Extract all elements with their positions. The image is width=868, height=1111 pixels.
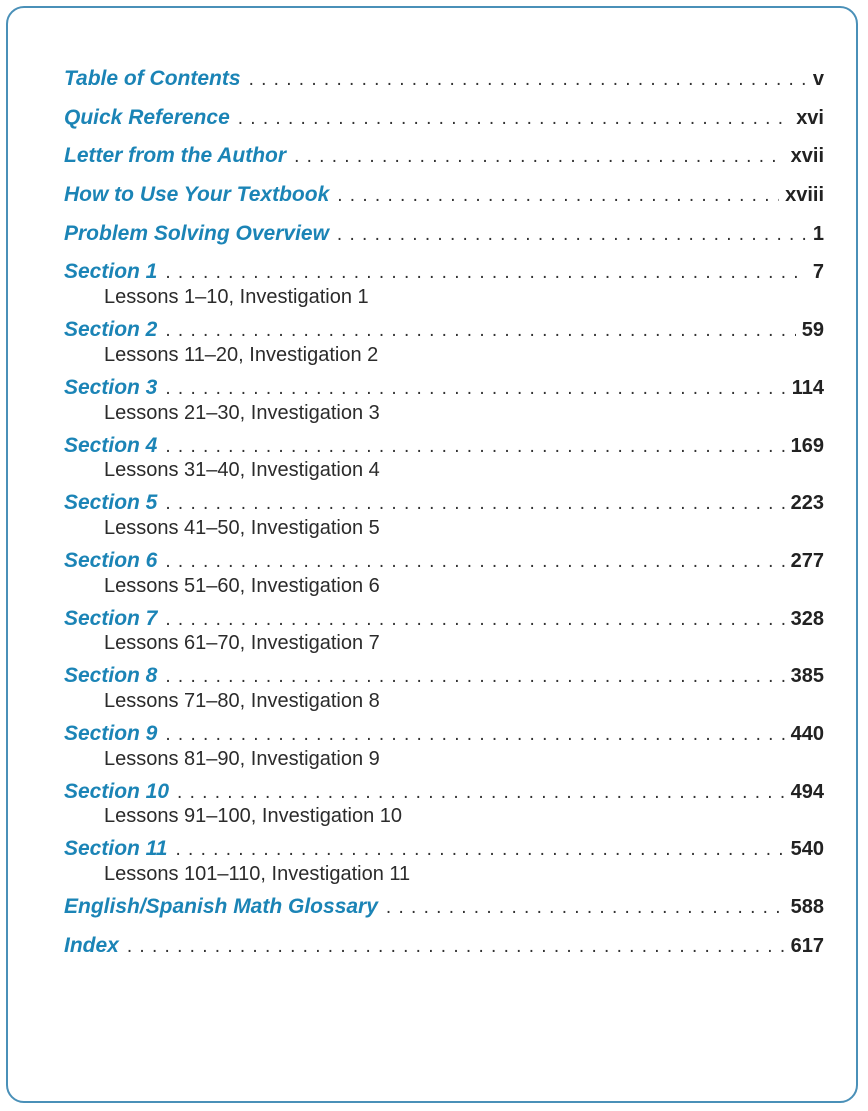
dot-leader (238, 104, 790, 134)
toc-entry-page: 540 (790, 838, 824, 861)
toc-entry-problem-solving[interactable] (64, 219, 824, 258)
table-of-contents (64, 64, 824, 969)
toc-entry-subtitle: Lessons 81–90, Investigation 9 (104, 747, 380, 770)
toc-entry-quick-reference[interactable] (64, 103, 824, 142)
dot-leader (165, 720, 784, 750)
dot-leader (165, 605, 784, 635)
toc-entry-page: 114 (791, 376, 824, 399)
dot-leader (165, 432, 784, 462)
toc-page-frame (6, 6, 858, 1103)
toc-entry-page: xvi (796, 106, 824, 129)
toc-entry-title[interactable]: Section 3 (64, 375, 158, 399)
toc-entry-table-of-contents[interactable] (64, 64, 824, 103)
toc-entry-title[interactable]: Quick Reference (64, 105, 230, 129)
toc-entry-page: xvii (790, 145, 824, 168)
toc-entry-page: 7 (812, 261, 824, 284)
toc-entry-title[interactable]: Section 4 (64, 433, 158, 457)
toc-entry-title[interactable]: Problem Solving Overview (64, 221, 329, 245)
toc-entry-page: 223 (790, 492, 824, 515)
dot-leader (294, 142, 785, 172)
toc-entry-glossary[interactable] (64, 892, 824, 931)
toc-entry-subtitle: Lessons 101–110, Investigation 11 (104, 863, 411, 885)
dot-leader (386, 893, 785, 923)
toc-entry-section-1[interactable] (64, 257, 824, 315)
toc-entry-subtitle: Lessons 51–60, Investigation 6 (104, 574, 380, 597)
toc-entry-title[interactable]: Section 1 (64, 260, 158, 284)
dot-leader (165, 662, 784, 692)
toc-entry-section-9[interactable] (64, 719, 824, 777)
toc-entry-subtitle: Lessons 61–70, Investigation 7 (104, 632, 380, 655)
toc-entry-section-10[interactable] (64, 777, 824, 835)
toc-entry-how-to-use[interactable] (64, 180, 824, 219)
toc-entry-subtitle: Lessons 91–100, Investigation 10 (104, 805, 402, 828)
toc-entry-title[interactable]: Section 11 (64, 837, 168, 861)
toc-entry-title[interactable]: Letter from the Author (64, 144, 287, 168)
toc-entry-page: 277 (790, 549, 824, 572)
toc-entry-title[interactable]: Table of Contents (64, 67, 241, 90)
toc-entry-section-8[interactable] (64, 661, 824, 719)
toc-entry-section-3[interactable] (64, 373, 824, 431)
toc-entry-title[interactable]: Section 7 (64, 606, 158, 630)
toc-entry-subtitle: Lessons 41–50, Investigation 5 (104, 516, 380, 539)
toc-entry-title[interactable]: Section 10 (64, 779, 170, 803)
toc-entry-title[interactable]: Section 6 (64, 548, 158, 572)
toc-entry-title[interactable]: Section 5 (64, 491, 158, 515)
toc-entry-title[interactable]: English/Spanish Math Glossary (64, 895, 378, 918)
toc-entry-title[interactable]: Section 8 (64, 664, 158, 688)
dot-leader (177, 778, 785, 808)
dot-leader (165, 316, 795, 346)
toc-entry-title[interactable]: Section 9 (64, 721, 158, 745)
toc-entry-subtitle: Lessons 11–20, Investigation 2 (104, 343, 379, 366)
toc-entry-page: 385 (790, 665, 824, 688)
dot-leader (337, 220, 807, 250)
dot-leader (337, 181, 779, 211)
toc-entry-page: 588 (790, 896, 824, 918)
dot-leader (165, 489, 784, 519)
toc-entry-index[interactable] (64, 931, 824, 970)
dot-leader (175, 835, 784, 865)
dot-leader (249, 65, 807, 95)
dot-leader (165, 547, 784, 577)
toc-entry-page: 59 (801, 319, 824, 342)
toc-entry-subtitle: Lessons 71–80, Investigation 8 (104, 689, 380, 712)
toc-entry-letter-from-author[interactable] (64, 141, 824, 180)
toc-entry-page: 169 (790, 434, 824, 457)
toc-entry-title[interactable]: Index (64, 933, 119, 957)
toc-entry-subtitle: Lessons 21–30, Investigation 3 (104, 401, 380, 424)
toc-entry-page: 1 (812, 222, 824, 245)
toc-entry-subtitle: Lessons 1–10, Investigation 1 (104, 286, 369, 309)
toc-entry-section-2[interactable] (64, 315, 824, 373)
toc-entry-section-6[interactable] (64, 546, 824, 604)
toc-entry-section-5[interactable] (64, 488, 824, 546)
toc-entry-subtitle: Lessons 31–40, Investigation 4 (104, 459, 380, 482)
dot-leader (165, 258, 807, 288)
toc-entry-title[interactable]: Section 2 (64, 318, 158, 342)
toc-entry-section-4[interactable] (64, 431, 824, 489)
toc-entry-section-7[interactable] (64, 604, 824, 662)
dot-leader (165, 374, 785, 404)
toc-entry-page: v (812, 68, 824, 90)
toc-entry-title[interactable]: How to Use Your Textbook (64, 183, 330, 207)
dot-leader (127, 932, 785, 962)
toc-entry-page: 328 (790, 607, 824, 630)
toc-entry-page: xviii (785, 184, 824, 207)
toc-entry-page: 617 (790, 934, 824, 957)
toc-entry-page: 494 (790, 780, 824, 803)
toc-entry-page: 440 (790, 722, 824, 745)
toc-entry-section-11[interactable] (64, 834, 824, 892)
